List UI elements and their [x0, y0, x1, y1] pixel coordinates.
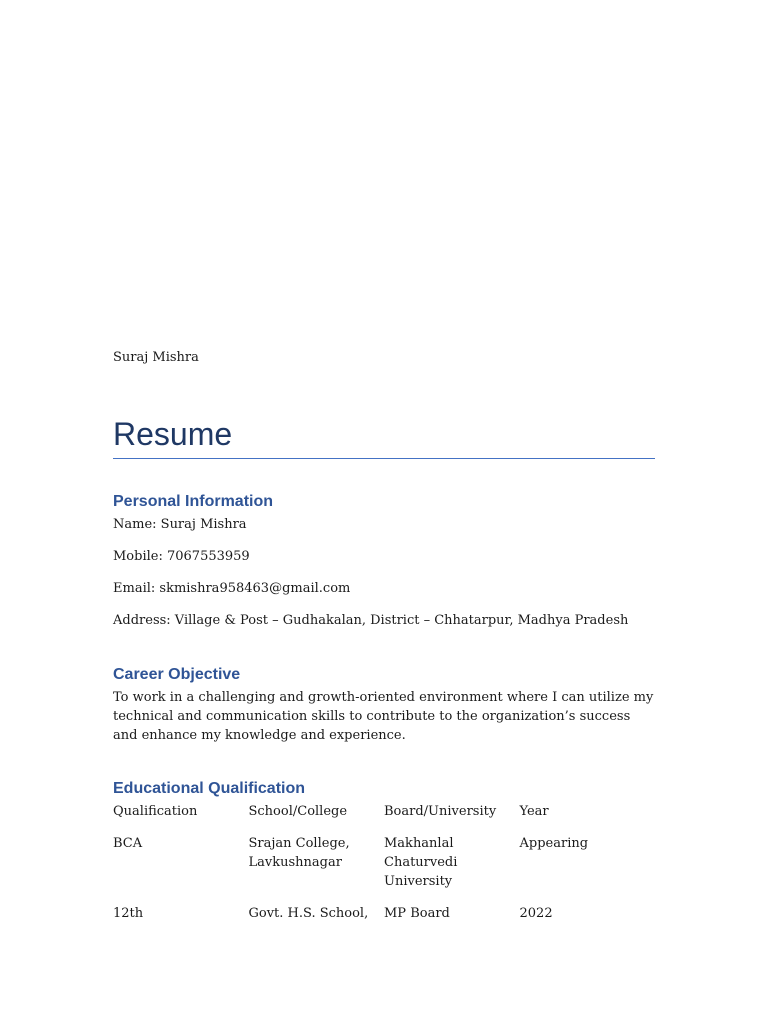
- personal-mobile: Mobile: 7067553959: [113, 549, 250, 564]
- column-header: School/College: [248, 804, 348, 819]
- table-cell: 2022: [519, 906, 553, 921]
- table-cell: 12th: [113, 906, 144, 921]
- personal-information-heading: Personal Information: [113, 493, 274, 510]
- educational-qualification-section: [113, 778, 655, 936]
- education-table: [113, 802, 655, 936]
- table-cell: Appearing: [519, 836, 589, 851]
- column-header: Qualification: [113, 804, 198, 819]
- personal-email: Email: skmishra958463@gmail.com: [113, 581, 351, 596]
- author-name: Suraj Mishra: [113, 350, 199, 365]
- document-title: Resume: [113, 414, 655, 459]
- career-objective-section: [113, 664, 655, 745]
- education-table-header: [113, 802, 655, 834]
- educational-qualification-heading: Educational Qualification: [113, 780, 306, 797]
- personal-information-section: [113, 491, 655, 643]
- table-cell: MP Board: [384, 906, 450, 921]
- career-objective-heading: Career Objective: [113, 666, 241, 683]
- column-header: Board/University: [384, 804, 497, 819]
- personal-name: Name: Suraj Mishra: [113, 517, 247, 532]
- table-cell: Makhanlal Chaturvedi University: [384, 836, 458, 889]
- table-cell: Srajan College, Lavkushnagar: [248, 836, 350, 870]
- table-row: [113, 834, 655, 904]
- career-objective-text: To work in a challenging and growth-oriented environment where I can utilize my technical and communication skills to contribute to the organization’s success and enhance my knowledge and experience.: [113, 690, 654, 743]
- table-cell: BCA: [113, 836, 143, 851]
- column-header: Year: [519, 804, 549, 819]
- table-row: [113, 904, 655, 936]
- personal-address: Address: Village & Post – Gudhakalan, District – Chhatarpur, Madhya Pradesh: [113, 613, 629, 628]
- table-cell: Govt. H.S. School,: [248, 906, 369, 921]
